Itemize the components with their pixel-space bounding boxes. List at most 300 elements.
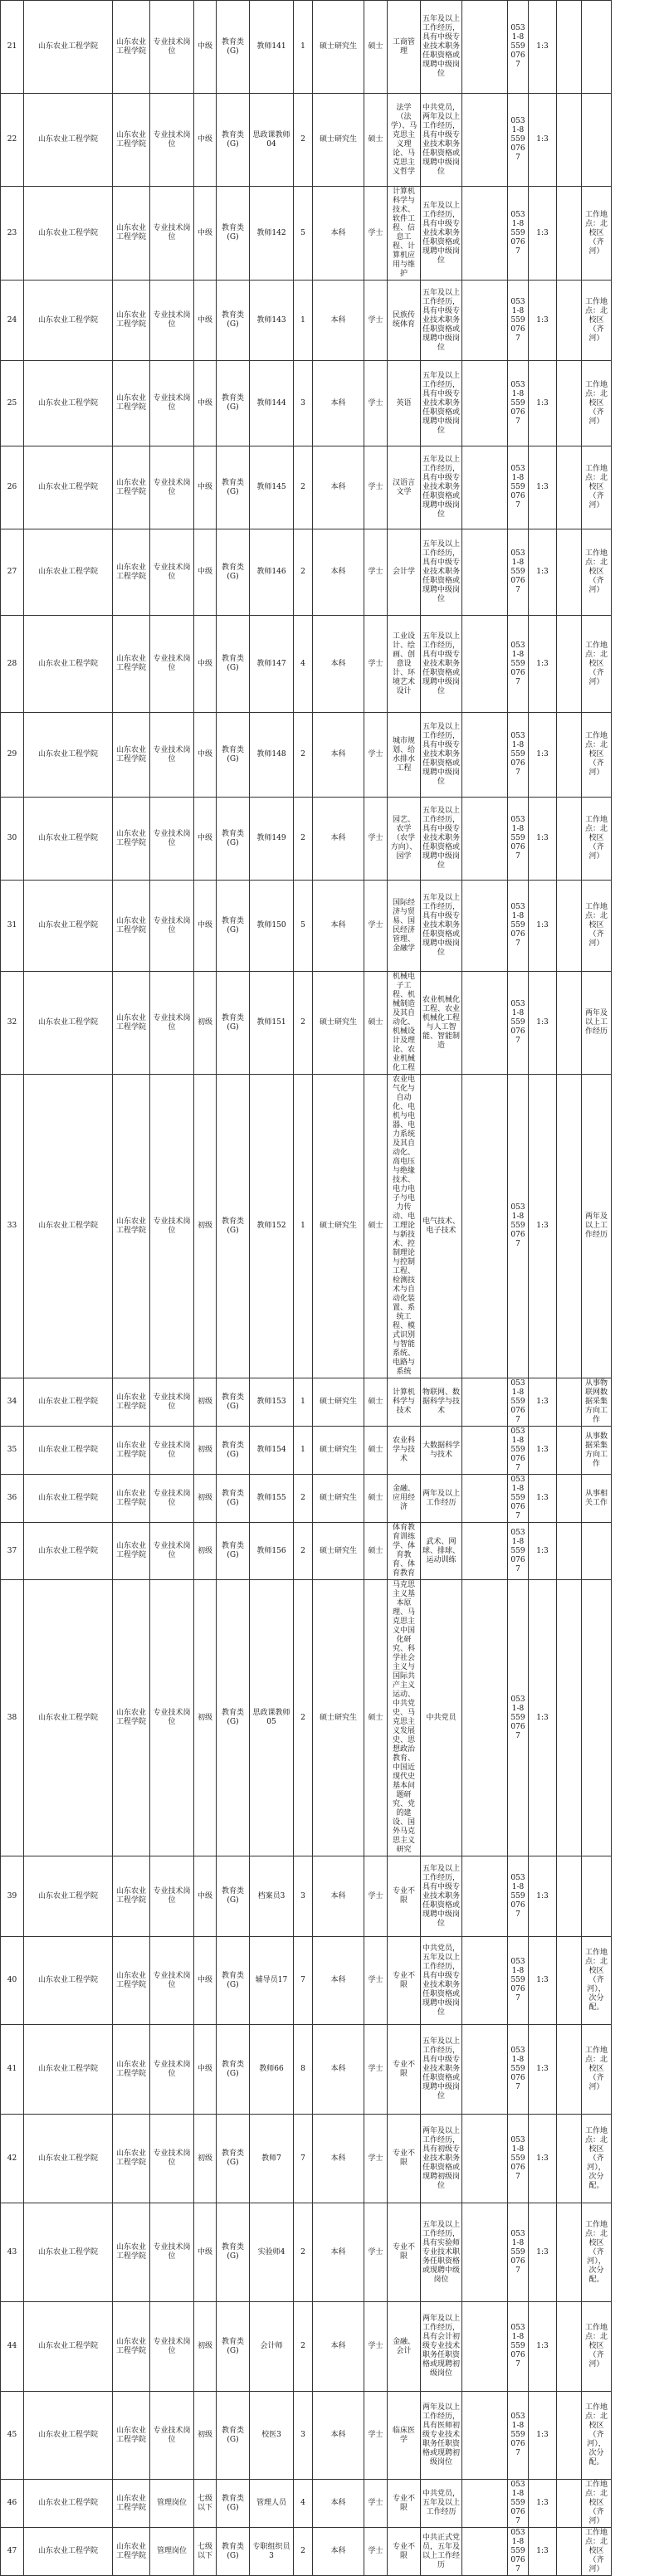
table-row	[1, 94, 664, 187]
cell-major: 专业不限	[388, 2025, 421, 2115]
cell-post-name: 教师144	[250, 361, 294, 446]
cell-unit: 山东农业工程学院	[24, 1937, 113, 2025]
cell-other-requirements: 电气技术、电子技术	[421, 1075, 462, 1378]
cell-degree: 学士	[364, 798, 388, 881]
cell-position-type: 专业技术岗位	[150, 446, 194, 529]
cell-count: 2	[294, 2528, 313, 2576]
cell-education: 本科	[313, 2115, 364, 2203]
cell-empty	[462, 1378, 508, 1427]
cell-level: 中级	[194, 1937, 217, 2025]
cell-level: 初级	[194, 1580, 217, 1856]
cell-level: 初级	[194, 1475, 217, 1523]
cell-note: 两年及以上工作经历	[582, 1075, 612, 1378]
cell-level: 七级以下	[194, 2480, 217, 2528]
cell-other-requirements: 五年及以上工作经历，具有中级专业技术职务任职资格或现聘中级岗位	[421, 798, 462, 881]
cell-unit: 山东农业工程学院	[24, 2302, 113, 2392]
table-row	[1, 2528, 664, 2576]
cell-phone: 0531-85590767	[508, 1378, 529, 1427]
cell-ratio: 1:3	[529, 798, 557, 881]
cell-count: 5	[294, 187, 313, 281]
cell-dept: 山东农业工程学院	[113, 881, 150, 972]
table-row	[1, 1937, 664, 2025]
cell-note: 工作地点：北校区（齐河），次分配。	[582, 2203, 612, 2302]
cell-ratio: 1:3	[529, 1475, 557, 1523]
cell-note	[582, 94, 612, 187]
cell-education: 本科	[313, 281, 364, 361]
cell-major: 专业不限	[388, 2528, 421, 2576]
cell-no: 44	[1, 2302, 24, 2392]
cell-major: 机械电子工程、机械制造及其自动化、机械设计及理论、农业机械化工程	[388, 972, 421, 1075]
cell-phone: 0531-85590767	[508, 2528, 529, 2576]
cell-dept: 山东农业工程学院	[113, 2115, 150, 2203]
cell-other-requirements: 两年及以上工作经历，具有初级专业技术职务任职资格或现聘初级岗位	[421, 2115, 462, 2203]
cell-degree: 硕士	[364, 94, 388, 187]
cell-note: 从事数据采集方向工作	[582, 1427, 612, 1475]
cell-education: 硕士研究生	[313, 972, 364, 1075]
cell-position-type: 专业技术岗位	[150, 2025, 194, 2115]
cell-category: 教育类(G)	[217, 281, 250, 361]
table-row	[1, 281, 664, 361]
cell-ratio: 1:3	[529, 1937, 557, 2025]
cell-dept: 山东农业工程学院	[113, 187, 150, 281]
cell-empty	[557, 446, 582, 529]
cell-empty	[462, 446, 508, 529]
cell-phone: 0531-85590767	[508, 616, 529, 713]
cell-other-requirements: 五年及以上工作经历，具有中级专业技术职务任职资格或现聘中级岗位	[421, 713, 462, 798]
cell-no: 32	[1, 972, 24, 1075]
cell-ratio: 1:3	[529, 187, 557, 281]
cell-education: 本科	[313, 187, 364, 281]
cell-post-name: 档案员3	[250, 1856, 294, 1937]
cell-empty	[557, 881, 582, 972]
cell-no: 24	[1, 281, 24, 361]
cell-other-requirements: 大数据科学与技术	[421, 1427, 462, 1475]
cell-dept: 山东农业工程学院	[113, 446, 150, 529]
cell-degree: 学士	[364, 2025, 388, 2115]
cell-unit: 山东农业工程学院	[24, 2203, 113, 2302]
cell-level: 初级	[194, 1075, 217, 1378]
cell-dept: 山东农业工程学院	[113, 2203, 150, 2302]
cell-major: 专业不限	[388, 2115, 421, 2203]
cell-category: 教育类(G)	[217, 2302, 250, 2392]
cell-post-name: 教师150	[250, 881, 294, 972]
cell-position-type: 专业技术岗位	[150, 616, 194, 713]
cell-empty	[462, 2115, 508, 2203]
cell-empty	[557, 798, 582, 881]
cell-post-name: 教师141	[250, 1, 294, 94]
cell-other-requirements: 物联网、数据科学与技术	[421, 1378, 462, 1427]
cell-empty	[462, 713, 508, 798]
cell-major: 法学（法学）、马克思主义理论、马克思主义哲学	[388, 94, 421, 187]
cell-category: 教育类(G)	[217, 2392, 250, 2480]
cell-education: 本科	[313, 529, 364, 616]
cell-empty	[557, 1856, 582, 1937]
cell-no: 36	[1, 1475, 24, 1523]
cell-empty	[557, 2302, 582, 2392]
cell-no: 28	[1, 616, 24, 713]
cell-major: 城市规划、给水排水工程	[388, 713, 421, 798]
cell-category: 教育类(G)	[217, 1580, 250, 1856]
cell-level: 中级	[194, 1, 217, 94]
cell-post-name: 教师149	[250, 798, 294, 881]
cell-empty	[557, 2528, 582, 2576]
cell-category: 教育类(G)	[217, 2025, 250, 2115]
cell-phone: 0531-85590767	[508, 1075, 529, 1378]
cell-note: 工作地点：北校区（齐河）	[582, 446, 612, 529]
cell-empty	[462, 1523, 508, 1580]
cell-other-requirements: 中共党员，五年及以上工作经历	[421, 2480, 462, 2528]
cell-unit: 山东农业工程学院	[24, 1475, 113, 1523]
cell-major: 临床医学	[388, 2392, 421, 2480]
cell-no: 27	[1, 529, 24, 616]
cell-note: 工作地点：北校区（齐河）	[582, 361, 612, 446]
cell-dept: 山东农业工程学院	[113, 1, 150, 94]
cell-major: 体育教育训练学、体育教育、体育教育	[388, 1523, 421, 1580]
cell-level: 中级	[194, 446, 217, 529]
cell-empty	[462, 2203, 508, 2302]
cell-note: 工作地点：北校区（齐河）	[582, 798, 612, 881]
table-row	[1, 798, 664, 881]
cell-position-type: 专业技术岗位	[150, 798, 194, 881]
cell-phone: 0531-85590767	[508, 361, 529, 446]
cell-ratio: 1:3	[529, 972, 557, 1075]
cell-phone: 0531-85590767	[508, 1580, 529, 1856]
cell-note: 工作地点：北校区（齐河）	[582, 713, 612, 798]
cell-empty	[557, 972, 582, 1075]
table-row	[1, 529, 664, 616]
cell-post-name: 教师148	[250, 713, 294, 798]
cell-empty	[462, 972, 508, 1075]
cell-empty	[557, 2203, 582, 2302]
cell-dept: 山东农业工程学院	[113, 2480, 150, 2528]
cell-no: 40	[1, 1937, 24, 2025]
cell-no: 43	[1, 2203, 24, 2302]
cell-level: 初级	[194, 1427, 217, 1475]
cell-degree: 硕士	[364, 1580, 388, 1856]
cell-position-type: 专业技术岗位	[150, 881, 194, 972]
cell-phone: 0531-85590767	[508, 94, 529, 187]
cell-education: 硕士研究生	[313, 1378, 364, 1427]
cell-level: 七级以下	[194, 2528, 217, 2576]
cell-empty	[557, 2392, 582, 2480]
cell-position-type: 专业技术岗位	[150, 713, 194, 798]
cell-other-requirements: 五年及以上工作经历，具有中级专业技术职务任职资格或现聘中级岗位	[421, 881, 462, 972]
cell-ratio: 1:3	[529, 616, 557, 713]
cell-level: 中级	[194, 187, 217, 281]
cell-major: 专业不限	[388, 1937, 421, 2025]
cell-dept: 山东农业工程学院	[113, 1427, 150, 1475]
cell-unit: 山东农业工程学院	[24, 616, 113, 713]
cell-category: 教育类(G)	[217, 616, 250, 713]
cell-post-name: 专职组织员3	[250, 2528, 294, 2576]
cell-empty	[557, 94, 582, 187]
cell-ratio: 1:3	[529, 713, 557, 798]
cell-level: 中级	[194, 529, 217, 616]
cell-empty	[462, 2480, 508, 2528]
cell-no: 47	[1, 2528, 24, 2576]
cell-dept: 山东农业工程学院	[113, 798, 150, 881]
cell-ratio: 1:3	[529, 881, 557, 972]
cell-unit: 山东农业工程学院	[24, 2480, 113, 2528]
table-row	[1, 187, 664, 281]
cell-ratio: 1:3	[529, 2025, 557, 2115]
cell-education: 本科	[313, 2480, 364, 2528]
cell-no: 30	[1, 798, 24, 881]
cell-post-name: 会计师	[250, 2302, 294, 2392]
cell-education: 本科	[313, 361, 364, 446]
cell-count: 2	[294, 94, 313, 187]
cell-education: 本科	[313, 2025, 364, 2115]
cell-unit: 山东农业工程学院	[24, 361, 113, 446]
cell-no: 21	[1, 1, 24, 94]
cell-position-type: 专业技术岗位	[150, 1523, 194, 1580]
table-row	[1, 361, 664, 446]
cell-count: 4	[294, 616, 313, 713]
cell-education: 本科	[313, 2528, 364, 2576]
cell-ratio: 1:3	[529, 2203, 557, 2302]
cell-post-name: 教师7	[250, 2115, 294, 2203]
cell-note: 从事相关工作	[582, 1475, 612, 1523]
cell-count: 2	[294, 529, 313, 616]
cell-note: 工作地点：北校区（齐河）	[582, 187, 612, 281]
cell-category: 教育类(G)	[217, 529, 250, 616]
cell-education: 本科	[313, 446, 364, 529]
cell-no: 22	[1, 94, 24, 187]
cell-count: 3	[294, 361, 313, 446]
cell-position-type: 专业技术岗位	[150, 2203, 194, 2302]
cell-dept: 山东农业工程学院	[113, 972, 150, 1075]
cell-degree: 学士	[364, 529, 388, 616]
cell-empty	[557, 1580, 582, 1856]
cell-empty	[462, 94, 508, 187]
cell-count: 1	[294, 1427, 313, 1475]
cell-note	[582, 1580, 612, 1856]
cell-education: 硕士研究生	[313, 1075, 364, 1378]
cell-education: 硕士研究生	[313, 1, 364, 94]
cell-position-type: 专业技术岗位	[150, 2115, 194, 2203]
table-row	[1, 1856, 664, 1937]
cell-count: 1	[294, 281, 313, 361]
cell-degree: 学士	[364, 881, 388, 972]
cell-empty	[557, 1427, 582, 1475]
cell-education: 本科	[313, 798, 364, 881]
cell-post-name: 教师146	[250, 529, 294, 616]
cell-level: 初级	[194, 2302, 217, 2392]
cell-post-name: 实验师4	[250, 2203, 294, 2302]
cell-unit: 山东农业工程学院	[24, 1378, 113, 1427]
table-row	[1, 1378, 664, 1427]
cell-empty	[462, 187, 508, 281]
cell-ratio: 1:3	[529, 281, 557, 361]
cell-degree: 学士	[364, 2203, 388, 2302]
cell-no: 31	[1, 881, 24, 972]
cell-empty	[462, 2392, 508, 2480]
cell-unit: 山东农业工程学院	[24, 2392, 113, 2480]
cell-unit: 山东农业工程学院	[24, 972, 113, 1075]
cell-count: 2	[294, 2302, 313, 2392]
cell-note: 工作地点：北校区（齐河），次分配。	[582, 2392, 612, 2480]
cell-degree: 学士	[364, 2302, 388, 2392]
cell-note	[582, 1523, 612, 1580]
cell-major: 国际经济与贸易、国民经济管理、金融学	[388, 881, 421, 972]
cell-education: 硕士研究生	[313, 1580, 364, 1856]
cell-major: 金融、会计	[388, 2302, 421, 2392]
cell-level: 中级	[194, 1856, 217, 1937]
cell-no: 39	[1, 1856, 24, 1937]
cell-ratio: 1:3	[529, 2392, 557, 2480]
cell-count: 7	[294, 2115, 313, 2203]
cell-education: 本科	[313, 2392, 364, 2480]
cell-level: 中级	[194, 94, 217, 187]
cell-dept: 山东农业工程学院	[113, 1475, 150, 1523]
cell-degree: 学士	[364, 2528, 388, 2576]
cell-no: 42	[1, 2115, 24, 2203]
cell-phone: 0531-85590767	[508, 2480, 529, 2528]
cell-empty	[557, 616, 582, 713]
cell-other-requirements: 中共党员	[421, 1580, 462, 1856]
cell-no: 34	[1, 1378, 24, 1427]
cell-empty	[462, 1937, 508, 2025]
cell-empty	[557, 1, 582, 94]
cell-phone: 0531-85590767	[508, 2025, 529, 2115]
cell-empty	[462, 1075, 508, 1378]
cell-other-requirements: 农业机械化工程、农业机械化工程与人工智能、智能制造	[421, 972, 462, 1075]
cell-other-requirements: 五年及以上工作经历，具有中级专业技术职务任职资格或现聘中级岗位	[421, 1, 462, 94]
cell-note	[582, 1856, 612, 1937]
cell-unit: 山东农业工程学院	[24, 713, 113, 798]
cell-education: 本科	[313, 1856, 364, 1937]
table-row	[1, 2115, 664, 2203]
cell-other-requirements: 五年及以上工作经历，具有中级专业技术职务任职资格或现聘中级岗位	[421, 446, 462, 529]
cell-position-type: 专业技术岗位	[150, 94, 194, 187]
table-row	[1, 446, 664, 529]
cell-category: 教育类(G)	[217, 187, 250, 281]
cell-count: 2	[294, 1523, 313, 1580]
cell-dept: 山东农业工程学院	[113, 2025, 150, 2115]
cell-phone: 0531-85590767	[508, 881, 529, 972]
cell-phone: 0531-85590767	[508, 2115, 529, 2203]
cell-dept: 山东农业工程学院	[113, 2392, 150, 2480]
cell-level: 中级	[194, 881, 217, 972]
cell-empty	[557, 1523, 582, 1580]
cell-note: 工作地点：北校区（齐河）	[582, 616, 612, 713]
cell-degree: 硕士	[364, 1378, 388, 1427]
cell-position-type: 专业技术岗位	[150, 1378, 194, 1427]
cell-category: 教育类(G)	[217, 881, 250, 972]
cell-position-type: 专业技术岗位	[150, 1, 194, 94]
cell-degree: 硕士	[364, 972, 388, 1075]
cell-empty	[462, 616, 508, 713]
cell-post-name: 教师153	[250, 1378, 294, 1427]
table-row	[1, 2302, 664, 2392]
cell-other-requirements: 五年及以上工作经历，具有实验师专业技术职务任职资格或现聘中级岗位	[421, 2203, 462, 2302]
cell-education: 本科	[313, 881, 364, 972]
cell-ratio: 1:3	[529, 1378, 557, 1427]
cell-degree: 学士	[364, 2480, 388, 2528]
cell-note: 工作地点：北校区（齐河）	[582, 881, 612, 972]
table-row	[1, 2392, 664, 2480]
cell-education: 本科	[313, 2203, 364, 2302]
table-row	[1, 881, 664, 972]
cell-post-name: 教师145	[250, 446, 294, 529]
cell-count: 2	[294, 972, 313, 1075]
cell-education: 本科	[313, 713, 364, 798]
cell-unit: 山东农业工程学院	[24, 1523, 113, 1580]
cell-no: 35	[1, 1427, 24, 1475]
cell-degree: 学士	[364, 713, 388, 798]
cell-other-requirements: 中共党员，五年及以上工作经历，具有中级专业技术职务任职资格或现聘中级岗位	[421, 1937, 462, 2025]
cell-phone: 0531-85590767	[508, 446, 529, 529]
cell-other-requirements: 中共正式党员，五年及以上工作经历	[421, 2528, 462, 2576]
cell-phone: 0531-85590767	[508, 972, 529, 1075]
cell-dept: 山东农业工程学院	[113, 713, 150, 798]
cell-ratio: 1:3	[529, 1856, 557, 1937]
cell-count: 3	[294, 1856, 313, 1937]
cell-unit: 山东农业工程学院	[24, 1075, 113, 1378]
table-row	[1, 1580, 664, 1856]
cell-other-requirements: 两年及以上工作经历，具有会计初级专业技术职务任职资格或现聘初级岗位	[421, 2302, 462, 2392]
cell-category: 教育类(G)	[217, 972, 250, 1075]
cell-level: 初级	[194, 972, 217, 1075]
cell-phone: 0531-85590767	[508, 798, 529, 881]
cell-no: 41	[1, 2025, 24, 2115]
cell-category: 教育类(G)	[217, 798, 250, 881]
table-row	[1, 1, 664, 94]
cell-post-name: 校医3	[250, 2392, 294, 2480]
cell-empty	[557, 1378, 582, 1427]
cell-post-name: 思政课教师05	[250, 1580, 294, 1856]
cell-empty	[557, 1075, 582, 1378]
cell-no: 26	[1, 446, 24, 529]
cell-ratio: 1:3	[529, 2480, 557, 2528]
cell-count: 8	[294, 2025, 313, 2115]
cell-other-requirements: 两年及以上工作经历，具有医师初级专业技术职务任职资格或现聘初级岗位	[421, 2392, 462, 2480]
cell-category: 教育类(G)	[217, 1075, 250, 1378]
cell-ratio: 1:3	[529, 1427, 557, 1475]
cell-position-type: 专业技术岗位	[150, 2302, 194, 2392]
cell-category: 教育类(G)	[217, 2480, 250, 2528]
cell-position-type: 专业技术岗位	[150, 529, 194, 616]
cell-degree: 硕士	[364, 1075, 388, 1378]
cell-major: 工商管理	[388, 1, 421, 94]
cell-position-type: 专业技术岗位	[150, 972, 194, 1075]
cell-ratio: 1:3	[529, 94, 557, 187]
table-row	[1, 2480, 664, 2528]
cell-empty	[557, 361, 582, 446]
cell-count: 2	[294, 798, 313, 881]
cell-ratio: 1:3	[529, 2115, 557, 2203]
cell-level: 中级	[194, 2025, 217, 2115]
cell-count: 2	[294, 713, 313, 798]
cell-empty	[462, 281, 508, 361]
cell-unit: 山东农业工程学院	[24, 1580, 113, 1856]
cell-category: 教育类(G)	[217, 2528, 250, 2576]
cell-count: 1	[294, 1378, 313, 1427]
cell-other-requirements: 五年及以上工作经历，具有中级专业技术职务任职资格或现聘中级岗位	[421, 616, 462, 713]
cell-empty	[557, 1475, 582, 1523]
cell-other-requirements: 五年及以上工作经历，具有中级专业技术职务任职资格或现聘中级岗位	[421, 187, 462, 281]
cell-ratio: 1:3	[529, 1, 557, 94]
cell-post-name: 辅导员17	[250, 1937, 294, 2025]
cell-degree: 学士	[364, 187, 388, 281]
cell-education: 本科	[313, 616, 364, 713]
cell-phone: 0531-85590767	[508, 529, 529, 616]
cell-dept: 山东农业工程学院	[113, 94, 150, 187]
cell-note: 从事物联网数据采集方向工作	[582, 1378, 612, 1427]
cell-ratio: 1:3	[529, 446, 557, 529]
cell-position-type: 专业技术岗位	[150, 1475, 194, 1523]
cell-major: 专业不限	[388, 2203, 421, 2302]
